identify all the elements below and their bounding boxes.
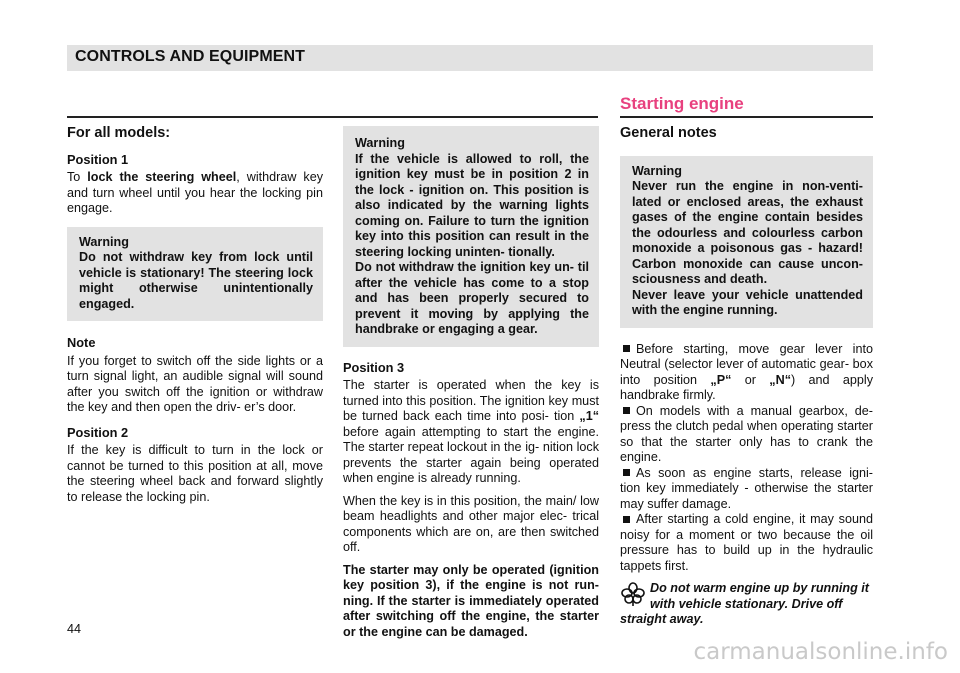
- note-text: If you forget to switch off the side lights or a turn signal light, an audible signal will sound after you switch off the ignition or withdraw the key and then open the driv- er’s door.: [67, 353, 323, 414]
- headlights-text: When the key is in this position, the main/ low beam headlights and other major elec- trical components which are on, are then switched off.: [343, 493, 599, 554]
- warning-title: Warning: [355, 136, 405, 150]
- chapter-title: CONTROLS AND EQUIPMENT: [75, 48, 306, 65]
- bold-span: „N“: [769, 372, 791, 387]
- divider-rule: [620, 116, 873, 118]
- position-3-heading: Position 3: [343, 359, 405, 375]
- warning-title: Warning: [632, 163, 682, 178]
- text-span: As soon as engine starts, release igni- tion key immediately - otherwise the starter may suffer damage.: [620, 465, 873, 511]
- section-title: Starting engine: [620, 94, 744, 113]
- position-2-heading: Position 2: [67, 424, 129, 440]
- square-bullet-icon: [623, 469, 630, 476]
- bold-span: lock the steering wheel: [87, 170, 237, 184]
- position-2-text: If the key is difficult to turn in the lock or cannot be turned to this position at all, move the steering wheel back and forward slightly to release the locking pin.: [67, 443, 323, 504]
- warning-text: Do not withdraw key from lock until vehicle is stationary! The steering lock might otherwise unintentionally engaged.: [79, 250, 313, 311]
- text-span: To: [67, 170, 88, 184]
- warning-text: If the vehicle is allowed to roll, the ignition key must be in position 2 in the lock - ignition on. This position is also indicated by the warning lights coming on. Failure to turn the ignition key into this position can result in the steering locking uninten- tionally.: [355, 151, 589, 259]
- general-notes-heading: General notes: [620, 125, 717, 141]
- note-heading: Note: [67, 335, 96, 350]
- text-span: Before starting, move gear lever into Neutral (selector lever of automatic gear- box into position: [620, 341, 873, 387]
- text-span: before again attempting to start the engine. The starter repeat lockout in the ig- nition lock prevents the starter again being operated when engine is already running.: [343, 424, 599, 485]
- text-span: ) and apply handbrake firmly.: [620, 372, 873, 402]
- square-bullet-icon: [623, 345, 630, 352]
- warning-text: Never run the engine in non-venti- lated or enclosed areas, the exhaust gases of the engine contain besides the odourless and colourless carbon monoxide a poisonous gas - hazard! Carbon monoxide can cause uncon- sciousness and death.: [632, 179, 863, 286]
- bullet-item: [620, 404, 873, 466]
- bullet-item: [620, 342, 873, 404]
- models-heading: For all models:: [67, 125, 171, 141]
- divider-rule: [67, 116, 598, 118]
- position-3-text: [343, 378, 599, 487]
- chapter-header-bar: [67, 45, 873, 71]
- text-span: , withdraw key and turn wheel until you hear the locking pin engage.: [67, 170, 323, 215]
- warning-title: Warning: [79, 234, 129, 249]
- position-1-heading: Position 1: [67, 151, 129, 167]
- page-number: 44: [67, 622, 82, 636]
- flower-environment-icon: [620, 581, 646, 607]
- text-span: After starting a cold engine, it may sound noisy for a moment or two because the oil pressure has to build up in the hydraulic tappets first.: [620, 512, 873, 573]
- bullet-item: [620, 512, 873, 574]
- warning-text: Do not withdraw the ignition key un- til after the vehicle has come to a stop and has been properly secured to prevent it moving by applying the handbrake or engaging a gear.: [355, 260, 589, 336]
- warning-box: [620, 156, 873, 328]
- environment-text: Do not warm engine up by running it with vehicle stationary. Drive off straight away.: [620, 581, 869, 626]
- column-middle: [343, 126, 599, 647]
- warning-box: [67, 227, 323, 322]
- position-1-text: [67, 170, 323, 217]
- text-span: or: [731, 372, 770, 387]
- warning-box: [343, 126, 599, 347]
- column-left: [67, 126, 323, 512]
- square-bullet-icon: [623, 516, 630, 523]
- bold-span: „P“: [710, 372, 732, 387]
- environment-note: [620, 581, 873, 628]
- square-bullet-icon: [623, 407, 630, 414]
- column-right: [620, 126, 873, 628]
- text-span: On models with a manual gearbox, de- press the clutch pedal when operating starter so that the starter only has to crank the engine.: [620, 403, 873, 464]
- starter-caution-text: The starter may only be operated (ignition key position 3), if the engine is not run- ning. If the starter is immediately operated after switching off the engine, the starter or the engine can be damaged.: [343, 562, 599, 639]
- text-span: The starter is operated when the key is turned into this position. The ignition key must be turned back each time into posi- tion: [343, 378, 599, 423]
- warning-text: Never leave your vehicle unattended with the engine running.: [632, 287, 863, 317]
- watermark: carmanualsonline.info: [693, 639, 948, 665]
- bullet-item: [620, 466, 873, 513]
- bold-span: „1“: [579, 409, 599, 423]
